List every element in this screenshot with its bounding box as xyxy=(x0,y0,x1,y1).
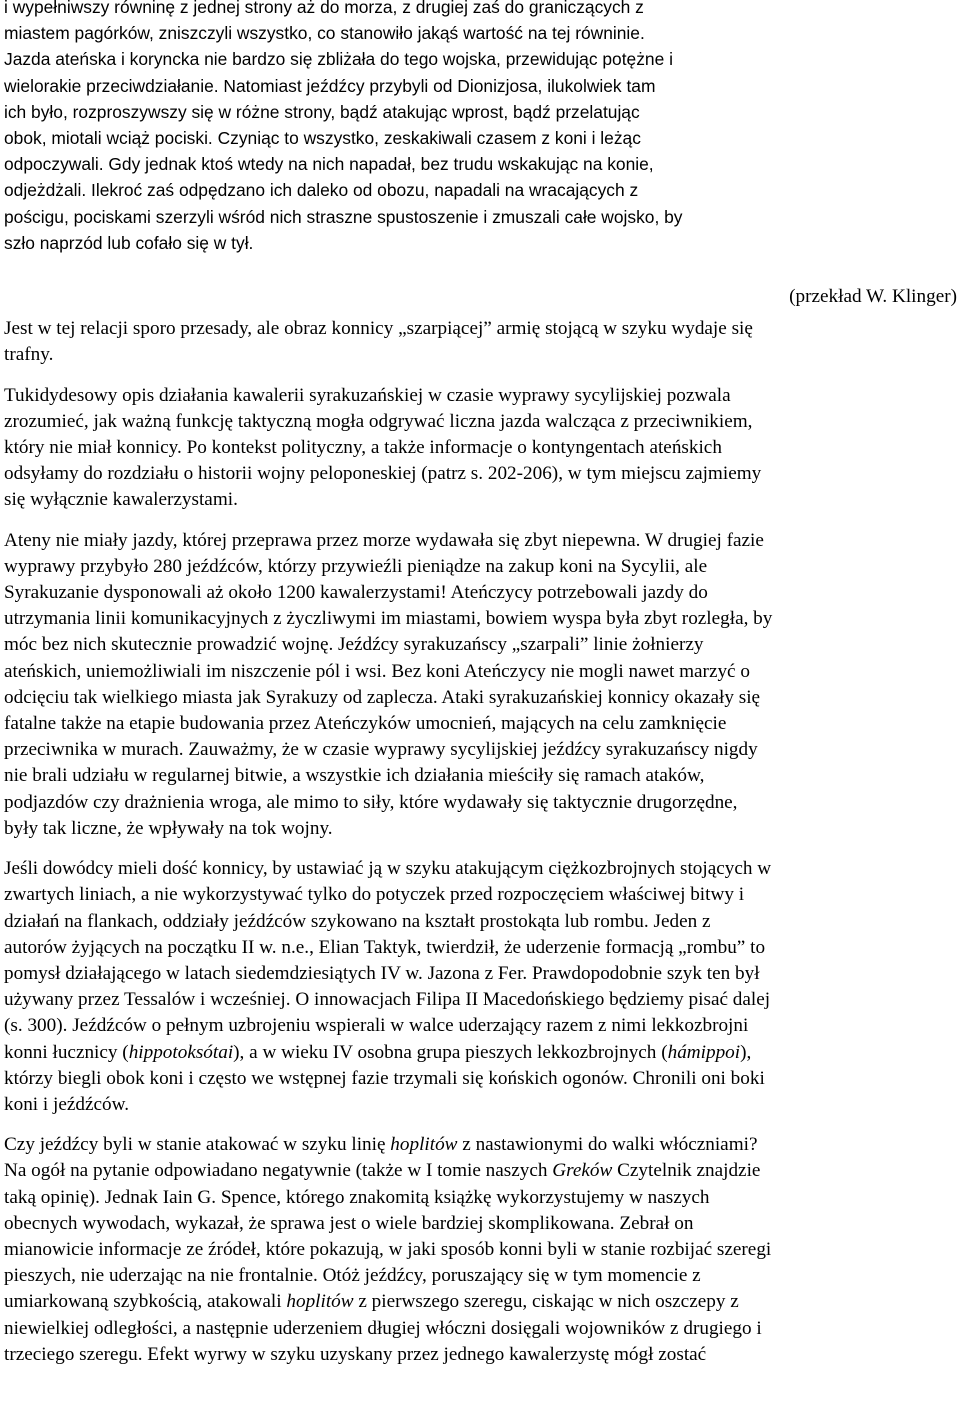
paragraph-3 xyxy=(4,528,957,842)
quote-line: szło naprzód lub cofało się w tył. xyxy=(4,232,254,253)
paragraph-line: zwartych liniach, a nie wykorzystywać tylko do potyczek przed rozpoczęciem właściwej bitwy i xyxy=(4,884,745,906)
paragraph-4 xyxy=(4,856,957,1118)
paragraph-line xyxy=(4,1158,957,1184)
paragraph-line: nie brali udziału w regularnej bitwie, a wszystkie ich działania mieściły się ramach ataków, xyxy=(4,765,705,787)
paragraph-line: Jest w tej relacji sporo przesady, ale obraz konnicy „szarpiącej” armię stojącą w szyku wydaje się xyxy=(4,318,753,340)
paragraph-line: Ateny nie miały jazdy, której przeprawa przez morze wydawała się zbyt niepewna. W drugiej fazie xyxy=(4,529,764,551)
text-run: umiarkowaną szybkością, atakowali xyxy=(4,1291,287,1313)
paragraph-line: pomysł działającego w latach siedemdziesiątych IV w. Jazona z Fer. Prawdopodobnie szyk ten był xyxy=(4,962,760,984)
paragraph-line: wyprawy przybyło 280 jeźdźców, którzy przywieźli pieniądze na zakup koni na Sycylii, ale xyxy=(4,555,708,577)
paragraph-line: utrzymania linii komunikacyjnych z życzliwymi im miastami, bowiem wyspa była zbyt rozległa, by xyxy=(4,608,773,630)
paragraph-line: odcięciu tak wielkiego miasta jak Syrakuzy od zaplecza. Ataki syrakuzańskiej konnicy okazały się xyxy=(4,686,761,708)
quote-line: odjeżdżali. Ilekroć zaś odpędzano ich daleko od obozu, napadali na wracających z xyxy=(4,180,639,201)
italic-term: Greków xyxy=(552,1160,613,1182)
paragraph-line: Syrakuzanie dysponowali aż około 1200 kawalerzystami! Ateńczycy potrzebowali jazdy do xyxy=(4,582,708,604)
paragraph-line: trzeciego szeregu. Efekt wyrwy w szyku uzyskany przez jednego kawalerzystę mógł zostać xyxy=(4,1343,707,1365)
paragraph-line: trafny. xyxy=(4,344,54,366)
text-run: ), a w wieku IV osobna grupa pieszych lekkozbrojnych ( xyxy=(233,1041,668,1063)
paragraph-line xyxy=(4,1132,957,1158)
quote-line: ich było, rozproszywszy się w różne strony, bądź atakując wprost, bądź przelatując xyxy=(4,101,640,122)
document-page xyxy=(4,0,957,1382)
paragraph-line: koni i jeźdźców. xyxy=(4,1093,130,1115)
text-run: Czytelnik znajdzie xyxy=(612,1160,761,1182)
quote-line: i wypełniwszy równinę z jednej strony aż do morza, z drugiej zaś do graniczących z xyxy=(4,0,644,17)
text-run: ), xyxy=(740,1041,752,1063)
paragraph-line: zrozumieć, jak ważną funkcję taktyczną mogła odgrywać liczna jazda walcząca z przeciwnikiem, xyxy=(4,410,753,432)
quote-line: pościgu, pociskami szerzyli wśród nich straszne spustoszenie i zmuszali całe wojsko, by xyxy=(4,206,683,227)
text-run: Czy jeźdźcy byli w stanie atakować w szyku linię xyxy=(4,1134,391,1156)
paragraph-1 xyxy=(4,316,957,368)
paragraph-line: podjazdów czy drażnienia wroga, ale mimo to siły, które wydawały się taktycznie drugorzędne, xyxy=(4,791,738,813)
quote-line: miastem pagórków, zniszczyli wszystko, co stanowiło jakąś wartość na tej równinie. xyxy=(4,23,645,44)
translator-attribution: (przekład W. Klinger) xyxy=(789,286,957,308)
paragraph-line: którzy biegli obok koni i często we wstępnej fazie trzymali się końskich ogonów. Chronili oni boki xyxy=(4,1067,765,1089)
italic-term: hámippoi xyxy=(667,1041,741,1063)
paragraph-line: Tukidydesowy opis działania kawalerii syrakuzańskiej w czasie wyprawy sycylijskiej pozwala xyxy=(4,384,731,406)
paragraph-line: obecnych wywodach, wykazał, że sprawa jest o wiele bardziej skomplikowana. Zebrał on xyxy=(4,1212,694,1234)
quote-line: odpoczywali. Gdy jednak ktoś wtedy na nich napadał, bez trudu wskakując na konie, xyxy=(4,154,654,175)
paragraph-line: działań na flankach, oddziały jeźdźców szykowano na kształt prostokąta lub rombu. Jeden z xyxy=(4,910,711,932)
quoted-passage xyxy=(4,0,957,256)
paragraph-line: który nie miał konnicy. Po kontekst polityczny, a także informacje o kontyngentach ateńskich xyxy=(4,437,722,459)
paragraph-line: autorów żyjących na początku II w. n.e., Elian Taktyk, twierdził, że uderzenie formacją „rombu” to xyxy=(4,936,766,958)
paragraph-line: móc bez nich skutecznie prowadzić wojnę. Jeźdźcy syrakuzańscy „szarpali” linie żołnierzy xyxy=(4,634,704,656)
text-run: z nastawionymi do walki włóczniami? xyxy=(457,1134,758,1156)
paragraph-line xyxy=(4,1040,957,1066)
quote-line: obok, miotali wciąż pociski. Czyniąc to wszystko, zeskakiwali czasem z koni i leżąc xyxy=(4,128,641,149)
paragraph-2 xyxy=(4,383,957,514)
paragraph-line: się wyłącznie kawalerzystami. xyxy=(4,489,238,511)
paragraph-line: przeciwnika w murach. Zauważmy, że w czasie wyprawy sycylijskiej jeźdźcy syrakuzańscy nigdy xyxy=(4,739,758,761)
paragraph-line: fatalne także na etapie budowania przez Ateńczyków umocnień, mających na celu zamknięcie xyxy=(4,713,727,735)
text-run: konni łucznicy ( xyxy=(4,1041,129,1063)
paragraph-line xyxy=(4,1289,957,1315)
italic-term: hoplitów xyxy=(286,1291,354,1313)
quote-line: wielorakie przeciwdziałanie. Natomiast jeźdźcy przybyli od Dionizjosa, ilukolwiek tam xyxy=(4,75,656,96)
paragraph-line: mianowicie informacje ze źródeł, które pokazują, w jaki sposób konni byli w stanie rozbijać szeregi xyxy=(4,1238,772,1260)
text-run: Na ogół na pytanie odpowiadano negatywnie (także w I tomie naszych xyxy=(4,1160,553,1182)
italic-term: hippotoksótai xyxy=(128,1041,234,1063)
paragraph-line: pieszych, nie uderzając na nie frontalnie. Otóż jeźdźcy, poruszający się w tym momencie z xyxy=(4,1265,701,1287)
paragraph-line: niewielkiej odległości, a następnie uderzeniem długiej włóczni dosięgali wojowników z drugiego i xyxy=(4,1317,762,1339)
paragraph-line: taką opinię). Jednak Iain G. Spence, którego znakomitą książkę wykorzystujemy w naszych xyxy=(4,1186,710,1208)
paragraph-line: były tak liczne, że wpływały na tok wojny. xyxy=(4,817,333,839)
text-run: z pierwszego szeregu, ciskając w nich oszczepy z xyxy=(353,1291,739,1313)
quote-line: Jazda ateńska i koryncka nie bardzo się zbliżała do tego wojska, przewidując potężne i xyxy=(4,49,673,70)
paragraph-line: używany przez Tessalów i wcześniej. O innowacjach Filipa II Macedońskiego będziemy pisać dalej xyxy=(4,989,771,1011)
paragraph-line: Jeśli dowódcy mieli dość konnicy, by ustawiać ją w szyku atakującym ciężkozbrojnych stojących w xyxy=(4,858,772,880)
italic-term: hoplitów xyxy=(390,1134,458,1156)
paragraph-line: (s. 300). Jeźdźców o pełnym uzbrojeniu wspierali w walce uderzający razem z nimi lekkozbrojni xyxy=(4,1015,749,1037)
paragraph-line: ateńskich, uniemożliwiali im niszczenie pól i wsi. Bez koni Ateńczycy nie mogli nawet marzyć o xyxy=(4,660,750,682)
paragraph-5 xyxy=(4,1132,957,1368)
paragraph-line: odsyłamy do rozdziału o historii wojny peloponeskiej (patrz s. 202-206), w tym miejscu zajmiemy xyxy=(4,463,762,485)
